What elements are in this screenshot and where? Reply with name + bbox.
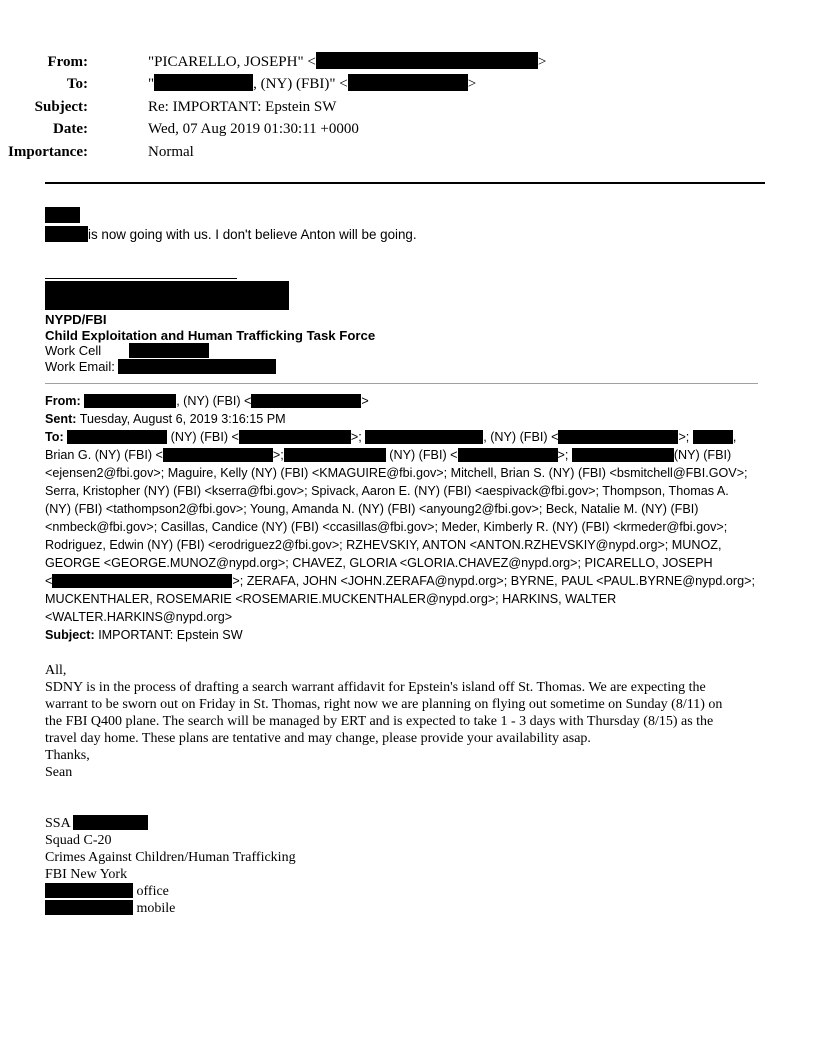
fwd-to-line: <WALTER.HARKINS@nypd.org> bbox=[45, 610, 233, 624]
redaction-block bbox=[52, 574, 232, 588]
fwd-to-line bbox=[45, 446, 775, 464]
redaction-block bbox=[73, 815, 148, 830]
redaction-block bbox=[693, 430, 733, 444]
date-value: Wed, 07 Aug 2019 01:30:11 +0000 bbox=[148, 121, 359, 137]
recipient-text: >; bbox=[350, 430, 362, 444]
redaction-block bbox=[365, 430, 483, 444]
message-line: warrant to be sworn out on Friday in St. Thomas, right now we are planning on flying out sometime on Sunday (8/11) on bbox=[45, 697, 723, 712]
redaction-block bbox=[45, 900, 133, 915]
sig-mobile-label: mobile bbox=[136, 901, 176, 916]
forwarded-header bbox=[45, 392, 775, 644]
forward-divider bbox=[45, 383, 758, 384]
to-row bbox=[0, 73, 760, 95]
sig-office-label: office bbox=[136, 884, 169, 899]
redaction-block bbox=[458, 448, 558, 462]
redaction-block bbox=[284, 448, 386, 462]
date-label: Date: bbox=[53, 121, 88, 137]
work-email-row bbox=[45, 359, 276, 374]
recipient-text: >; ZERAFA, JOHN <JOHN.ZERAFA@nypd.org>; BYRNE, PAUL <PAUL.BYRNE@nypd.org>; bbox=[232, 574, 755, 588]
redaction-block bbox=[572, 448, 674, 462]
message-body bbox=[45, 662, 765, 781]
redaction-block bbox=[348, 74, 468, 91]
redaction-block bbox=[316, 52, 538, 69]
sig-squad: Squad C-20 bbox=[45, 833, 112, 848]
fwd-from-row bbox=[45, 392, 775, 410]
subject-label: Subject: bbox=[34, 99, 88, 115]
redaction-block bbox=[67, 430, 167, 444]
redaction-block bbox=[45, 281, 289, 310]
recipient-text: >; bbox=[272, 448, 284, 462]
message-line: travel day home. These plans are tentative and may change, please provide your availability asap. bbox=[45, 731, 591, 746]
to-value: , (NY) (FBI)" < bbox=[253, 76, 348, 92]
fwd-sent-value: Tuesday, August 6, 2019 3:16:15 PM bbox=[79, 412, 286, 426]
reply-text: is now going with us. I don't believe Anton will be going. bbox=[88, 227, 417, 242]
signature-task-force: Child Exploitation and Human Trafficking Task Force bbox=[45, 328, 376, 343]
fwd-to-line: <nmbeck@fbi.gov>; Casillas, Candice (NY) (FBI) <ccasillas@fbi.gov>; Meder, Kimberly R. (NY) (FBI) <krmeder@fbi.gov>; bbox=[45, 520, 728, 534]
recipient-text: Brian G. (NY) (FBI) < bbox=[45, 448, 163, 462]
message-greeting: All, bbox=[45, 663, 67, 678]
fwd-to-line bbox=[45, 572, 775, 590]
fwd-subject-row bbox=[45, 626, 775, 644]
fwd-subject-label: Subject: bbox=[45, 628, 95, 642]
message-sender-name: Sean bbox=[45, 765, 73, 780]
subject-value: Re: IMPORTANT: Epstein SW bbox=[148, 99, 337, 115]
fwd-to-line: GEORGE <GEORGE.MUNOZ@nypd.org>; CHAVEZ, GLORIA <GLORIA.CHAVEZ@nypd.org>; PICARELLO, JOSEPH bbox=[45, 556, 713, 570]
fwd-subject-value: IMPORTANT: Epstein SW bbox=[98, 628, 243, 642]
recipient-text: , (NY) (FBI) < bbox=[483, 430, 559, 444]
from-label: From: bbox=[47, 54, 88, 70]
fwd-to-line bbox=[45, 428, 775, 446]
from-close: > bbox=[537, 54, 547, 70]
from-row bbox=[0, 51, 760, 73]
redaction-block bbox=[129, 343, 209, 358]
redaction-block bbox=[251, 394, 361, 408]
fwd-from-text: , (NY) (FBI) < bbox=[176, 394, 252, 408]
message-line: SDNY is in the process of drafting a search warrant affidavit for Epstein's island off St. Thomas. We are expecting the bbox=[45, 680, 706, 695]
to-close: > bbox=[467, 76, 477, 92]
importance-label: Importance: bbox=[8, 144, 88, 160]
date-row bbox=[0, 118, 760, 140]
signature-org: NYPD/FBI bbox=[45, 312, 107, 327]
fwd-to-line: <ejensen2@fbi.gov>; Maguire, Kelly (NY) (FBI) <KMAGUIRE@fbi.gov>; Mitchell, Brian S. (NY) (FBI) <bsmitchell@FBI.GOV>; bbox=[45, 466, 748, 480]
reply-line bbox=[45, 226, 417, 243]
fwd-to-line: MUCKENTHALER, ROSEMARIE <ROSEMARIE.MUCKENTHALER@nypd.org>; HARKINS, WALTER bbox=[45, 592, 617, 606]
to-label: To: bbox=[66, 76, 88, 92]
message-line: the FBI Q400 plane. The search will be managed by ERT and is expected to take 1 - 3 days with Thursday (8/15) as the bbox=[45, 714, 714, 729]
recipient-text: , bbox=[732, 430, 737, 444]
fwd-to-label: To: bbox=[45, 430, 64, 444]
redaction-block bbox=[45, 883, 133, 898]
fwd-to-line: Rodriguez, Edwin (NY) (FBI) <erodriguez2@fbi.gov>; RZHEVSKIY, ANTON <ANTON.RZHEVSKIY@nypd.org>; MUNOZ, bbox=[45, 538, 722, 552]
recipient-text: >; bbox=[678, 430, 690, 444]
fwd-to-line: (NY) (FBI) <tathompson2@fbi.gov>; Young, Amanda N. (NY) (FBI) <anyoung2@fbi.gov>; Beck, Natalie M. (NY) (FBI) bbox=[45, 502, 699, 516]
recipient-text: >; bbox=[557, 448, 569, 462]
redaction-block bbox=[84, 394, 176, 408]
sig-title: SSA bbox=[45, 816, 70, 831]
redaction-block bbox=[558, 430, 678, 444]
recipient-text: (NY) (FBI) < bbox=[389, 448, 458, 462]
signature-divider bbox=[45, 278, 237, 279]
recipient-text: (NY) (FBI) bbox=[673, 448, 732, 462]
redaction-block bbox=[163, 448, 273, 462]
fwd-from-close: > bbox=[361, 394, 369, 408]
redaction-block bbox=[118, 359, 276, 374]
fwd-to-line: Serra, Kristopher (NY) (FBI) <kserra@fbi.gov>; Spivack, Aaron E. (NY) (FBI) <aespivack@fbi.gov>; Thompson, Thomas A. bbox=[45, 484, 729, 498]
from-value: "PICARELLO, JOSEPH" < bbox=[148, 54, 316, 70]
sig-office: FBI New York bbox=[45, 867, 128, 882]
redaction-block bbox=[45, 207, 80, 224]
closing-signature bbox=[45, 815, 296, 917]
fwd-sent-row bbox=[45, 410, 775, 428]
importance-value: Normal bbox=[148, 144, 194, 160]
redaction-block bbox=[45, 226, 88, 242]
sig-unit: Crimes Against Children/Human Trafficking bbox=[45, 850, 296, 865]
work-email-label: Work Email: bbox=[45, 359, 115, 374]
fwd-from-label: From: bbox=[45, 394, 81, 408]
sig-office-phone-row bbox=[45, 883, 296, 900]
to-open: " bbox=[148, 76, 155, 92]
redaction-block bbox=[239, 430, 351, 444]
redaction-block bbox=[154, 74, 253, 91]
work-cell-row bbox=[45, 343, 209, 358]
fwd-sent-label: Sent: bbox=[45, 412, 77, 426]
recipient-text: < bbox=[45, 574, 53, 588]
message-thanks: Thanks, bbox=[45, 748, 90, 763]
sig-title-row bbox=[45, 815, 296, 832]
sig-mobile-phone-row bbox=[45, 900, 296, 917]
header-divider bbox=[45, 182, 765, 184]
recipient-text: (NY) (FBI) < bbox=[170, 430, 239, 444]
subject-row bbox=[0, 96, 760, 118]
work-cell-label: Work Cell bbox=[45, 343, 102, 358]
importance-row bbox=[0, 141, 760, 163]
